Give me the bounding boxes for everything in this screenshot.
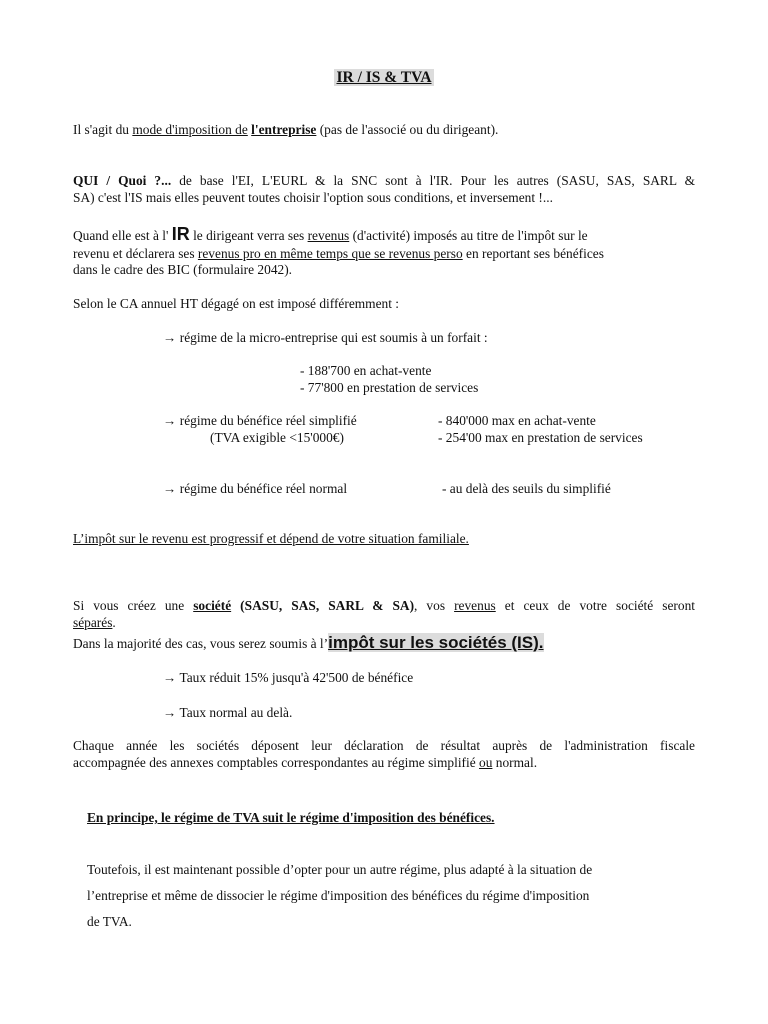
simplifie-item-1: - 840'000 max en achat-vente (438, 413, 596, 428)
chaque-text-1: Chaque année les sociétés déposent leur déclaration de résultat auprès de l'administration fiscale (73, 738, 695, 753)
societe-line3-pre: Dans la majorité des cas, vous serez soumis à l’ (73, 636, 329, 651)
ir-mid: le dirigeant verra ses (189, 228, 308, 243)
chaque-line2-pre: accompagnée des annexes comptables correspondantes au régime simplifié (73, 755, 480, 770)
ir-post: (d'activité) imposés au titre de l'impôt sur le (349, 228, 588, 243)
societe-separes: séparés (73, 615, 113, 630)
ir-line-2 (73, 245, 604, 262)
micro-regime: → régime de la micro-entreprise qui est soumis à un forfait : (163, 330, 488, 345)
ir-line2-pre: revenu et déclarera ses (73, 246, 198, 261)
intro-entreprise: l'entreprise (251, 122, 317, 137)
simplifie-regime: → régime du bénéfice réel simplifié (163, 413, 357, 428)
normal-regime: → régime du bénéfice réel normal (163, 481, 348, 496)
toutefois-line-2: l’entreprise et même de dissocier le régime d'imposition des bénéfices du régime d'imposition (87, 888, 590, 903)
societe-line-1 (73, 597, 695, 614)
selon-line: Selon le CA annuel HT dégagé on est imposé différemment : (73, 296, 400, 311)
ir-line-3: dans le cadre des BIC (formulaire 2042). (73, 262, 293, 277)
intro-paragraph (73, 121, 498, 138)
ir-pre: Quand elle est à l' (73, 228, 172, 243)
ir-big: IR (171, 224, 190, 244)
societe-dot: . (112, 615, 116, 630)
ir-line2-post: en reportant ses bénéfices (462, 246, 604, 261)
societe-types: (SASU, SAS, SARL & SA) (231, 598, 415, 613)
societe-word: société (193, 598, 232, 613)
societe-revenus: revenus (454, 598, 496, 613)
toutefois-line-3: de TVA. (87, 914, 132, 929)
ir-revenus: revenus (307, 228, 350, 243)
chaque-ou: ou (479, 755, 493, 770)
progressif-line: L’impôt sur le revenu est progressif et dépend de votre situation familiale. (73, 531, 469, 546)
simplifie-sub: (TVA exigible <15'000€) (210, 430, 344, 445)
chaque-line2-post: normal. (492, 755, 538, 770)
principe-line: En principe, le régime de TVA suit le régime d'imposition des bénéfices. (87, 810, 495, 825)
ir-line2-underlined: revenus pro en même temps que se revenus perso (197, 246, 463, 261)
societe-pre: Si vous créez une (73, 598, 194, 613)
micro-item-2: - 77'800 en prestation de services (300, 380, 479, 395)
taux-reduit: → Taux réduit 15% jusqu'à 42'500 de bénéfice (163, 670, 414, 685)
intro-post: (pas de l'associé ou du dirigeant). (316, 122, 499, 137)
normal-item: - au delà des seuils du simplifié (442, 481, 611, 496)
qui-text-1: de base l'EI, L'EURL & la SNC sont à l'IR. Pour les autres (SASU, SAS, SARL & (171, 173, 696, 188)
intro-pre: Il s'agit du (73, 122, 133, 137)
taux-normal: → Taux normal au delà. (163, 705, 293, 720)
qui-line-1 (73, 172, 695, 189)
ir-line-1 (73, 226, 588, 244)
qui-line-2: SA) c'est l'IS mais elles peuvent toutes choisir l'option sous conditions, et inversement !... (73, 190, 553, 205)
societe-post: et ceux de votre société seront (495, 598, 695, 613)
micro-item-1: - 188'700 en achat-vente (300, 363, 432, 378)
intro-mode: mode d'imposition de (132, 122, 248, 137)
title-text: IR / IS & TVA (336, 69, 432, 86)
chaque-line-1 (73, 737, 695, 754)
simplifie-item-2: - 254'00 max en prestation de services (438, 430, 643, 445)
qui-label: QUI / Quoi ?... (73, 173, 172, 188)
societe-line-2 (73, 614, 116, 631)
toutefois-line-1: Toutefois, il est maintenant possible d’opter pour un autre régime, plus adapté à la situation de (87, 862, 593, 877)
societe-is-big: impôt sur les sociétés (IS). (328, 633, 544, 652)
societe-line-3 (73, 634, 544, 652)
page-title (0, 69, 768, 86)
societe-mid: , vos (414, 598, 455, 613)
chaque-line-2 (73, 754, 537, 771)
